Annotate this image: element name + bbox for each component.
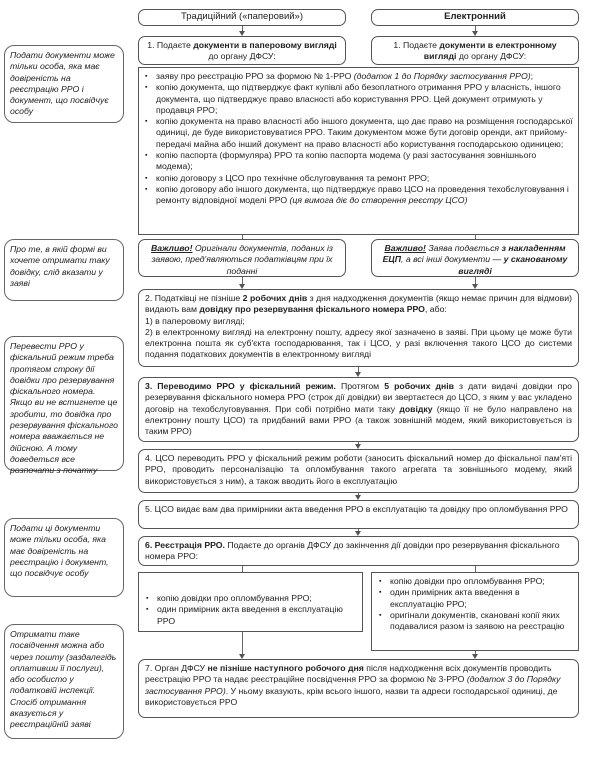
important-electronic-box: Важливо! Заява подається з накладенням ЕЦП, а всі інші документи — у сканованому вигляді [371, 239, 579, 277]
step1-paper-text: Подаєте [156, 40, 194, 50]
document-item: ▪ копію паспорта (формуляра) РРО та копію паспорта модема (у разі застосування зовнішнього модема); [144, 150, 573, 173]
step6-paper-list [145, 593, 356, 627]
list-item: ▪ один примірник акта введення в експлуатацію РРО [145, 604, 356, 627]
step1-electronic-bold: документи в електронному вигляді [423, 40, 557, 62]
step6-electronic-list-box [371, 572, 579, 651]
step4-box: 4. ЦСО переводить РРО у фіскальний режим роботи (заносить фіскальний номер до фіскальної пам'яті РРО, проводить персоналізацію та опломбування такого агрегата та зовнішнього модему, який використовується з ним), а також вводить його в експлуатацію [138, 449, 579, 493]
side-note-5: Отримати таке посвідчення можна або через пошту (заздалегідь оплативши її послуги), або особисто у податковій інспекції. Спосіб отримання вказується у реєстраційній заяві [4, 624, 124, 739]
side-note-4: Подати ці документи може тільки особа, яка має довіреність на реєстрацію і документ, що посвідчує особу [4, 518, 124, 597]
document-item: ▪ заяву про реєстрацію РРО за формою № 1-РРО (додаток 1 до Порядку застосування РРО); [144, 71, 573, 82]
step1-paper-text-end: до органу ДФСУ: [208, 51, 276, 62]
document-item: ▪ копію договору з ЦСО про технічне обслуговування та ремонт РРО; [144, 173, 573, 184]
step1-electronic-text: Подаєте [403, 40, 440, 50]
step1-paper-bold: документи в паперовому вигляді [193, 40, 337, 50]
document-item: ▪ копію документа на право власності або іншого документа, що дає право на розміщення господарської одиниці, де буде використовуватися РРО. Таким документом може бути договір оренди, акт прийому-передачі майна або інший документ на право власності або користування господарською одиницею; [144, 116, 573, 150]
list-item: ▪ оригінали документів, скановані копії яких подавалися разом із заявою на реєстрацію [378, 610, 572, 633]
step1-electronic-text-end: до органу ДФСУ: [456, 51, 527, 62]
step1-paper-box [138, 36, 346, 65]
step2-option-email: 2) в електронному вигляді на електронну пошту, адресу якої зазначено в заяві. При цьому це може бути електронна пошта як суб'єкта господарювання, так і ЦСО, у разі включення такого ЦСО до системи подання податкових документів в електронному вигляді [145, 326, 572, 360]
step3-box: 3. Переводимо РРО у фіскальний режим. Протягом 5 робочих днів з дати видачі довідки про резервування фіскального номера РРО (строк дії довідки) ви звертаєтеся до ЦСО, з яким у вас укладено договір на техобслуговування. При собі потрібно мати таку довідку (якщо її не було направлено на електронну пошту ЦСО) та придбаний вами РРО (а також зовнішній модем, який використовується із таким РРО) [138, 377, 579, 442]
side-note-1: Подати документи може тільки особа, яка має довіреність на реєстрацію РРО і документ, що посвідчує особу [4, 45, 124, 123]
side-note-3: Перевести РРО у фіскальний режим треба протягом строку дії довідки про резервування фіскального номера. Якщо ви не встигнете це зробити, то довідка про резервування фіскального номера вважається не дійсною. А тому доведеться все розпочати з початку [4, 336, 124, 471]
step2-box: 2. Податківці не пізніше 2 робочих днів з дня надходження документів (якщо немає причин для відмови) видають вам довідку про резервування фіскального номера РРО, або: 1) в паперовому вигляді; 2) в електронному вигляді на електронну пошту, адресу якої зазначено в заяві. При цьому це може бути електронна пошта як суб'єкта господарювання, так і ЦСО, у разі включення такого ЦСО до системи подання податкових документів в електронному вигляді [138, 289, 579, 367]
side-note-2: Про те, в якій формі ви хочете отримати таку довідку, слід вказати у заяві [4, 239, 124, 301]
step6-electronic-list [378, 576, 572, 632]
important-paper-box [138, 239, 346, 277]
step2-option-paper: 1) в паперовому вигляді; [145, 315, 245, 326]
list-item: ▪ копію довідки про опломбування РРО; [378, 576, 572, 587]
step5-box: 5. ЦСО видає вам два примірники акта введення РРО в експлуатацію та довідку про опломбування РРО [138, 500, 579, 529]
header-traditional-label: Традиційний («паперовий») [180, 11, 304, 22]
step1-electronic-box [371, 36, 579, 65]
header-electronic-label: Електронний [444, 11, 506, 22]
step6-box: 6. Реєстрація РРО. Подаєте до органів ДФСУ до закінчення дії довідки про резервування фіскального номера РРО: [138, 536, 579, 566]
documents-list [144, 71, 573, 207]
step6-paper-list-box [138, 572, 363, 632]
connector [242, 632, 243, 656]
documents-list-box [138, 67, 579, 235]
step1-paper-number: 1. [147, 40, 155, 50]
important-electronic-label: Важливо! [384, 243, 426, 253]
list-item: ▪ копію довідки про опломбування РРО; [145, 593, 356, 604]
important-paper-text: Оригінали документів, поданих із заявою, пред'являються податківцям при їх поданні [151, 243, 333, 276]
header-traditional [138, 9, 346, 26]
document-item: ▪ копію договору або іншого документа, що підтверджує право ЦСО на проведення техобслуговування і ремонту відповідної моделі РРО (ця вимога діє до створення реєстру ЦСО) [144, 184, 573, 207]
important-paper-label: Важливо! [151, 243, 193, 253]
header-electronic [371, 9, 579, 26]
step7-box: 7. Орган ДФСУ не пізніше наступного робочого дня після надходження всіх документів проводить реєстрацію РРО та надає реєстраційне посвідчення РРО за формою № 3-РРО (додаток 3 до Порядку застосування РРО). У ньому вказують, крім всього іншого, назви та адреси господарської одиниці, де використовується РРО [138, 659, 579, 718]
list-item: ▪ один примірник акта введення в експлуатацію РРО; [378, 587, 572, 610]
document-item: ▪ копію документа, що підтверджує факт купівлі або безоплатного отримання РРО у власність, іншого документа, що підтверджує право власності або користування РРО. Цей документ отримують у продавця РРО; [144, 82, 573, 116]
step1-electronic-number: 1. [393, 40, 401, 50]
